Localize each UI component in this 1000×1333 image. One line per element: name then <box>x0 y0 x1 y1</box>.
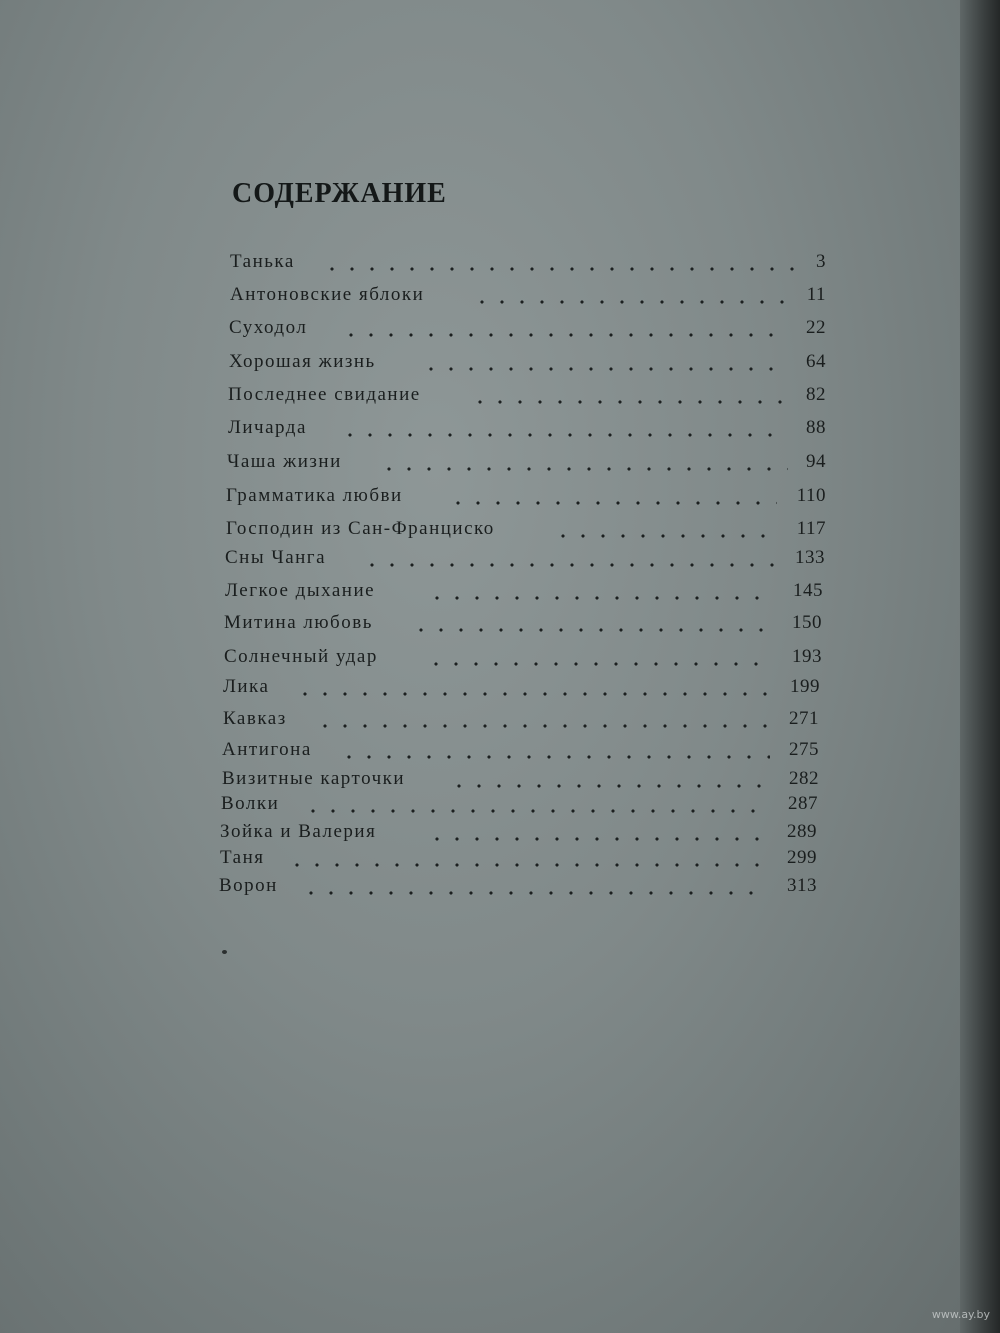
dot-leader <box>427 579 774 603</box>
toc-entry-title: Господин из Сан-Франциско <box>226 518 495 539</box>
dot-leader <box>379 450 788 474</box>
toc-entry <box>222 767 819 791</box>
toc-entry <box>221 792 818 816</box>
toc-entry-page-number: 282 <box>789 768 819 789</box>
toc-entry <box>226 484 826 508</box>
toc-entry-page-number: 313 <box>787 875 817 896</box>
toc-entry-title: Танька <box>230 251 295 272</box>
toc-entry-title: Чаша жизни <box>227 451 342 472</box>
toc-entry-title: Зойка и Валерия <box>220 821 377 842</box>
toc-entry-title: Последнее свидание <box>228 384 421 405</box>
dot-leader <box>315 707 770 731</box>
book-spine-shadow <box>960 0 1000 1333</box>
toc-entry <box>226 517 826 541</box>
toc-entry-title: Солнечный удар <box>224 646 378 667</box>
toc-entry-title: Легкое дыхание <box>225 580 376 601</box>
dot-leader <box>287 846 768 870</box>
dot-leader <box>426 645 773 669</box>
toc-entry-title: Волки <box>221 793 280 814</box>
toc-entry <box>229 350 826 374</box>
toc-entry <box>229 316 826 340</box>
dot-leader <box>448 484 777 508</box>
toc-entry-page-number: 3 <box>816 251 826 272</box>
dot-leader <box>421 350 788 374</box>
toc-entry <box>228 416 826 440</box>
toc-entry-page-number: 289 <box>787 821 817 842</box>
dot-leader <box>301 874 768 898</box>
toc-entry-title: Митина любовь <box>224 612 373 633</box>
toc-entry-title: Таня <box>220 847 265 868</box>
contents-heading: СОДЕРЖАНИЕ <box>232 178 447 209</box>
toc-entry-title: Визитные карточки <box>222 768 406 789</box>
toc-entry <box>222 738 819 762</box>
toc-entry-title: Хорошая жизнь <box>229 351 376 372</box>
toc-entry-title: Антоновские яблоки <box>230 284 425 305</box>
dot-leader <box>362 546 776 570</box>
site-watermark: www.ay.by <box>931 1308 990 1321</box>
toc-entry-page-number: 299 <box>787 847 817 868</box>
dot-leader <box>553 517 777 541</box>
ink-spot <box>222 950 227 954</box>
toc-entry-page-number: 271 <box>789 708 819 729</box>
toc-entry <box>225 579 823 603</box>
toc-entry-page-number: 145 <box>793 580 823 601</box>
toc-entry <box>220 846 817 870</box>
dot-leader <box>470 383 788 407</box>
toc-entry-title: Ворон <box>219 875 278 896</box>
dot-leader <box>341 316 788 340</box>
dot-leader <box>411 611 773 635</box>
toc-entry-page-number: 199 <box>790 676 820 697</box>
toc-entry <box>230 283 826 307</box>
toc-entry-page-number: 193 <box>792 646 822 667</box>
toc-entry-page-number: 64 <box>806 351 826 372</box>
toc-entry <box>224 645 822 669</box>
toc-entry <box>228 383 826 407</box>
toc-entry <box>230 250 826 274</box>
toc-entry-page-number: 88 <box>806 417 826 438</box>
toc-entry-title: Грамматика любви <box>226 485 403 506</box>
toc-entry-title: Суходол <box>229 317 308 338</box>
toc-entry-page-number: 117 <box>796 518 826 539</box>
dot-leader <box>295 675 771 699</box>
toc-entry <box>223 707 819 731</box>
dot-leader <box>472 283 788 307</box>
toc-entry-title: Личарда <box>228 417 307 438</box>
dot-leader <box>427 820 768 844</box>
toc-entry-page-number: 287 <box>788 793 818 814</box>
dot-leader <box>322 250 799 274</box>
toc-entry-title: Антигона <box>222 739 312 760</box>
toc-entry <box>227 450 826 474</box>
toc-entry <box>220 820 817 844</box>
dot-leader <box>303 792 769 816</box>
toc-entry <box>219 874 817 898</box>
toc-entry-title: Кавказ <box>223 708 287 729</box>
toc-entry <box>225 546 825 570</box>
dot-leader <box>339 738 770 762</box>
toc-entry-page-number: 11 <box>806 284 826 305</box>
toc-entry-page-number: 150 <box>792 612 822 633</box>
toc-entry-page-number: 110 <box>796 485 826 506</box>
dot-leader <box>449 767 770 791</box>
toc-entry <box>223 675 820 699</box>
toc-entry-page-number: 275 <box>789 739 819 760</box>
toc-entry-title: Сны Чанга <box>225 547 327 568</box>
toc-entry <box>224 611 822 635</box>
toc-entry-title: Лика <box>223 676 270 697</box>
dot-leader <box>340 416 788 440</box>
toc-entry-page-number: 133 <box>795 547 825 568</box>
toc-entry-page-number: 82 <box>806 384 826 405</box>
toc-entry-page-number: 94 <box>806 451 826 472</box>
toc-entry-page-number: 22 <box>806 317 826 338</box>
